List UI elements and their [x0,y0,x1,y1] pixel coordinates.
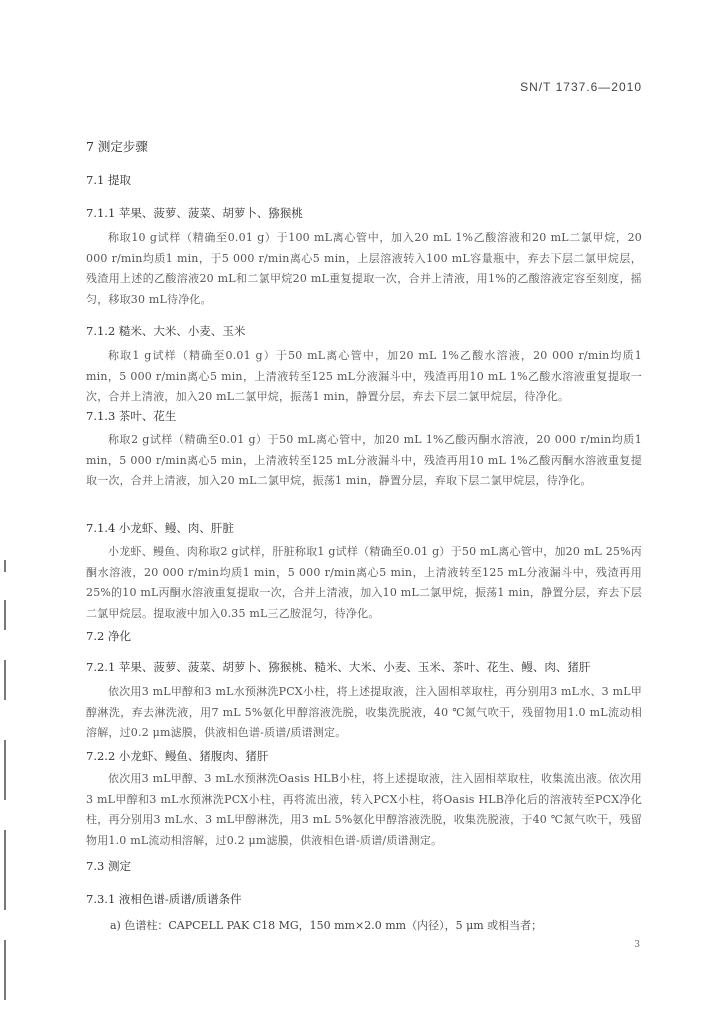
section-7-2-2-body: 依次用3 mL甲醇、3 mL水预淋洗Oasis HLB小柱，将上述提取液，注入固相萃取柱，收集流出液。依次用3 mL甲醇和3 mL水预淋洗PCX小柱，再将流出液，转入PCX小柱，将Oasis HLB净化后的溶液转至PCX净化柱，再分别用3 mL水、3 mL甲醇淋洗，用3 mL 5%氨化甲醇溶液洗脱，收集洗脱液，于40 ℃氮气吹干，残留物用1.0 mL流动相溶解，过0.2 μm滤膜，供液相色谱-质谱/质谱测定。 [86,772,642,847]
scan-mark [4,830,6,910]
scan-mark [4,940,6,1000]
section-7-3-title: 7.3 测定 [86,859,131,873]
section-7-1-1-body: 称取10 g试样（精确至0.01 g）于100 mL离心管中，加入20 mL 1%乙酸溶液和20 mL二氯甲烷，20 000 r/min均质1 min，于5 000 r/min离心5 min，上层溶液转入100 mL容量瓶中，弃去下层二氯甲烷层，残渣用上述的乙酸溶液20 mL和二氯甲烷20 mL重复提取一次，合并上清液，用1%的乙酸溶液定容至刻度，摇匀，移取30 mL待净化。 [86,231,642,306]
section-7-2-1-title: 7.2.1 苹果、菠萝、菠菜、胡萝卜、猕猴桃、糙米、大米、小麦、玉米、茶叶、花生、鳗、肉、猪肝 [86,660,591,674]
section-7-1-2-title: 7.1.2 糙米、大米、小麦、玉米 [86,324,246,338]
section-7-1-3-body: 称取2 g试样（精确至0.01 g）于50 mL离心管中，加20 mL 1%乙酸丙酮水溶液，20 000 r/min均质1 min，5 000 r/min离心5 min，上清液转至125 mL分液漏斗中，残渣再用10 mL 1%乙酸丙酮水溶液重复提取一次，合并上清液，加入20 mL二氯甲烷，振荡1 min，静置分层，弃取下层二氯甲烷层，待净化。 [86,433,642,487]
document-code: SN/T 1737.6—2010 [520,80,642,94]
section-7-2-title: 7.2 净化 [86,629,131,643]
scan-mark [4,560,6,572]
page-number: 3 [634,940,640,950]
section-7-1-4-body: 小龙虾、鳗鱼、肉称取2 g试样，肝脏称取1 g试样（精确至0.01 g）于50 mL离心管中，加20 mL 25%丙酮水溶液，20 000 r/min均质1 min，5 000 r/min离心5 min，上清液转至125 mL分液漏斗中，残渣再用25%的10 mL丙酮水溶液重复提取一次，合并上清液，加入10 mL二氯甲烷，振荡1 min，静置分层，弃去下层二氯甲烷层。提取液中加入0.35 mL三乙胺混匀，待净化。 [86,545,642,620]
section-7-3-1-title: 7.3.1 液相色谱-质谱/质谱条件 [86,892,242,906]
section-7-1-1-title: 7.1.1 苹果、菠萝、菠菜、胡萝卜、猕猴桃 [86,206,303,220]
section-7-2-2-title: 7.2.2 小龙虾、鳗鱼、猪腹肉、猪肝 [86,749,269,763]
scan-mark [4,740,6,800]
scan-mark [4,660,6,700]
section-7-1-title: 7.1 提取 [86,173,131,187]
section-7-2-1-body: 依次用3 mL甲醇和3 mL水预淋洗PCX小柱，将上述提取液，注入固相萃取柱，再分别用3 mL水、3 mL甲醇淋洗，弃去淋洗液，用7 mL 5%氨化甲醇溶液洗脱，收集洗脱液，40 ℃氮气吹干，残留物用1.0 mL流动相溶解，过0.2 μm滤膜，供液相色谱-质谱/质谱测定。 [86,685,642,739]
section-7-1-3-title: 7.1.3 茶叶、花生 [86,409,177,423]
section-7-1-4-title: 7.1.4 小龙虾、鳗、肉、肝脏 [86,521,234,535]
section-7-1-2-body: 称取1 g试样（精确至0.01 g）于50 mL离心管中，加20 mL 1%乙酸水溶液，20 000 r/min均质1 min，5 000 r/min离心5 min，上清液转至125 mL分液漏斗中，残渣再用10 mL 1%乙酸水溶液重复提取一次，合并上清液，加入20 mL二氯甲烷，振荡1 min，静置分层，弃去下层二氯甲烷层，待净化。 [86,349,642,403]
scan-mark [4,600,6,630]
section-7-title: 7 测定步骤 [86,139,148,154]
list-item-a: a) 色谱柱：CAPCELL PAK C18 MG，150 mm×2.0 mm（内径），5 μm 或相当者； [110,919,543,932]
